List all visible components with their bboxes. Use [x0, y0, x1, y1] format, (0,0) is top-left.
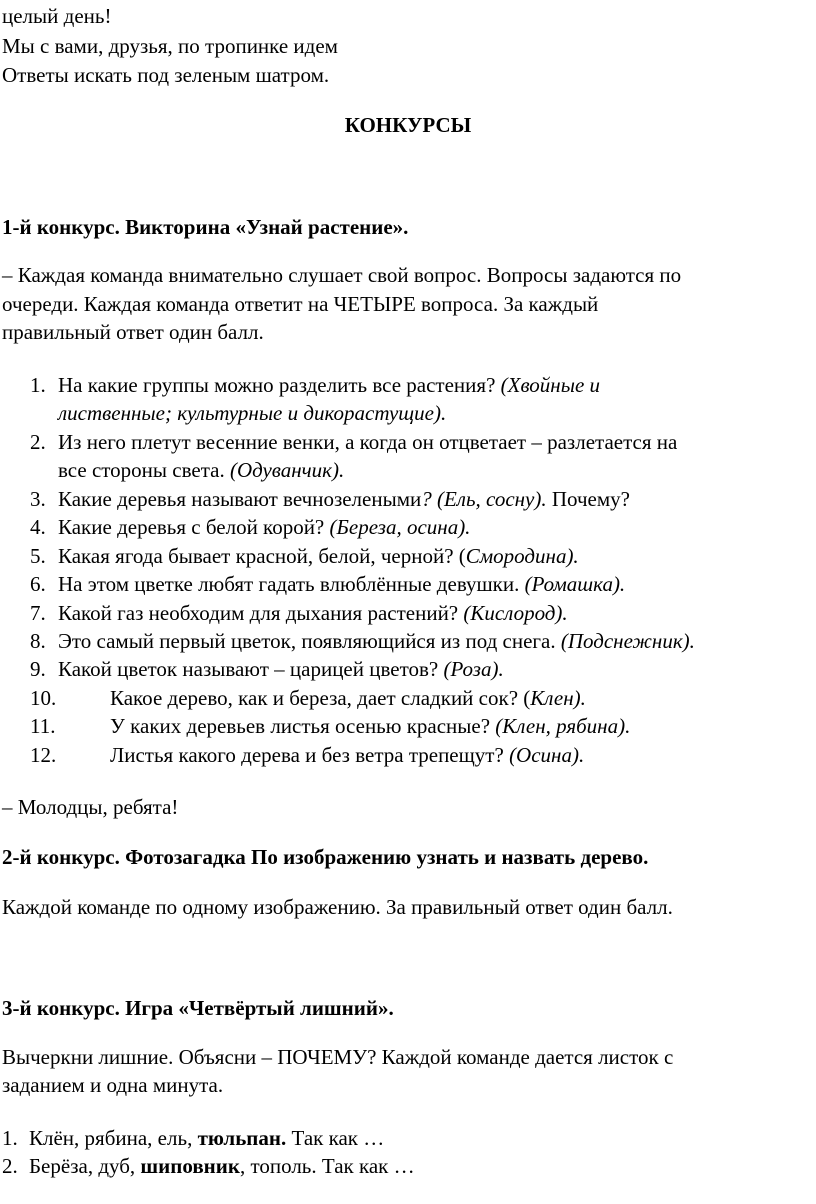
answer-text: (Кислород). [463, 601, 568, 625]
task-text: Берёза, дуб, шиповник, тополь. Так как … [29, 1154, 415, 1178]
answer-text: (Подснежник). [560, 629, 695, 653]
contest3-title: 3-й конкурс. Игра «Четвёртый лишний». [2, 996, 394, 1020]
answer-text: лиственные; культурные и дикорастущие). [58, 401, 447, 425]
question-text: На этом цветке любят гадать влюблённые девушки. (Ромашка). [58, 572, 626, 596]
highlighted-word: шиповник [140, 1154, 240, 1178]
question-text: Какие деревья называют вечнозелеными? (Ель, сосну). Почему? [58, 487, 630, 511]
question-number: 8. [30, 629, 46, 653]
question-number: 1. [30, 373, 46, 397]
answer-text: (Клен, рябина). [495, 714, 631, 738]
question-number: 4. [30, 515, 46, 539]
question-number: 7. [30, 601, 46, 625]
contest1-desc-line-3: правильный ответ один балл. [2, 320, 264, 344]
question-text: Какой цветок называют – царицей цветов? (Роза). [58, 657, 504, 681]
contest1-desc-line-1: – Каждая команда внимательно слушает свой вопрос. Вопросы задаются по [2, 263, 682, 287]
contest3-desc-line-2: заданием и одна минута. [2, 1073, 224, 1097]
section-heading: КОНКУРСЫ [344, 113, 472, 137]
question-text: Какой газ необходим для дыхания растений? (Кислород). [58, 601, 568, 625]
answer-text: (Ромашка). [524, 572, 626, 596]
question-text-continued: все стороны света. (Одуванчик). [58, 458, 345, 482]
question-number: 11. [30, 714, 56, 738]
question-number: 12. [30, 743, 57, 767]
answer-text: (Хвойные и [500, 373, 601, 397]
contest3-desc-line-1: Вычеркни лишние. Объясни – ПОЧЕМУ? Каждой команде дается листок с [2, 1045, 674, 1069]
question-number: 10. [30, 686, 57, 710]
question-text: Из него плетут весенние венки, а когда он отцветает – разлетается на [58, 430, 678, 454]
answer-text: Смородина). [465, 544, 579, 568]
question-number: 6. [30, 572, 46, 596]
answer-text: Клен). [530, 686, 586, 710]
contest1-title: 1-й конкурс. Викторина «Узнай растение». [2, 215, 409, 239]
question-text: Листья какого дерева и без ветра трепещут? (Осина). [110, 743, 585, 767]
task-text: Клён, рябина, ель, тюльпан. Так как … [29, 1126, 385, 1150]
contest2-title: 2-й конкурс. Фотозагадка По изображению узнать и назвать дерево. [2, 845, 649, 869]
answer-text: (Береза, осина). [329, 515, 471, 539]
question-number: 2. [30, 430, 46, 454]
contest1-desc-line-2: очереди. Каждая команда ответит на ЧЕТЫРЕ вопроса. За каждый [2, 292, 599, 316]
question-text: У каких деревьев листья осенью красные? (Клен, рябина). [110, 714, 631, 738]
question-number: 9. [30, 657, 46, 681]
answer-text: (Одуванчик). [229, 458, 345, 482]
task-number: 2. [2, 1154, 18, 1178]
question-text: Это самый первый цветок, появляющийся из под снега. (Подснежник). [58, 629, 695, 653]
task-number: 1. [2, 1126, 18, 1150]
intro-line-3: Ответы искать под зеленым шатром. [2, 63, 330, 87]
question-number: 5. [30, 544, 46, 568]
intro-line-2: Мы с вами, друзья, по тропинке идем [2, 34, 338, 58]
answer-text: (Роза). [443, 657, 504, 681]
question-text: Какие деревья с белой корой? (Береза, осина). [58, 515, 471, 539]
intro-line-1: целый день! [2, 4, 112, 28]
answer-text: ? (Ель, сосну). [421, 487, 547, 511]
answer-text: (Осина). [509, 743, 585, 767]
question-number: 3. [30, 487, 46, 511]
question-text: Какая ягода бывает красной, белой, черной? (Смородина). [58, 544, 579, 568]
question-text: Какое дерево, как и береза, дает сладкий сок? (Клен). [110, 686, 586, 710]
question-text: На какие группы можно разделить все растения? (Хвойные и [58, 373, 601, 397]
praise-line: – Молодцы, ребята! [2, 795, 179, 819]
contest2-desc: Каждой команде по одному изображению. За правильный ответ один балл. [2, 895, 673, 919]
highlighted-word: тюльпан. [197, 1126, 287, 1150]
